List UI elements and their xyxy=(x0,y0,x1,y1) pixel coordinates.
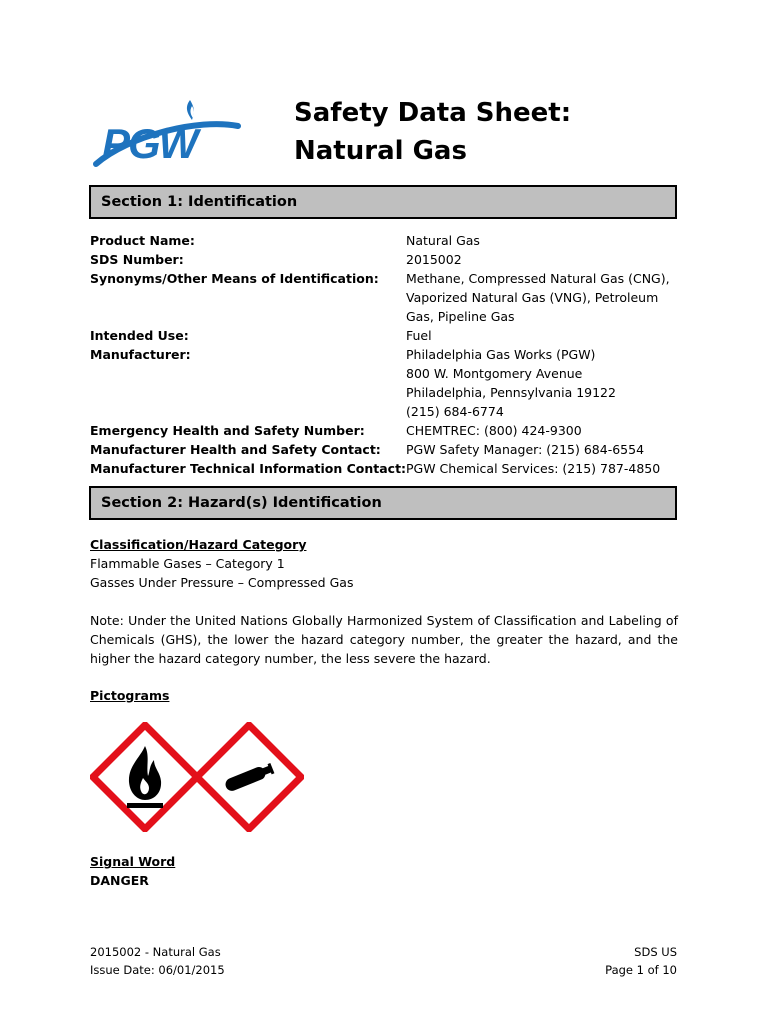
synonyms-value-line2: Vaporized Natural Gas (VNG), Petroleum xyxy=(406,290,659,305)
gas-cylinder-pictogram-icon xyxy=(194,722,304,832)
footer-sds-region: SDS US xyxy=(634,945,677,959)
signal-word-heading: Signal Word xyxy=(90,854,176,869)
pgw-logo xyxy=(88,92,248,172)
manufacturer-label: Manufacturer: xyxy=(90,347,191,362)
manufacturer-value-line2: 800 W. Montgomery Avenue xyxy=(406,366,583,381)
section2-heading: Section 2: Hazard(s) Identification xyxy=(89,486,677,520)
document-title-line2: Natural Gas xyxy=(294,136,467,166)
intended-use-label: Intended Use: xyxy=(90,328,189,343)
product-name-label: Product Name: xyxy=(90,233,195,248)
safety-contact-label: Manufacturer Health and Safety Contact: xyxy=(90,442,381,457)
technical-contact-value: PGW Chemical Services: (215) 787-4850 xyxy=(406,461,661,476)
manufacturer-value-line3: Philadelphia, Pennsylvania 19122 xyxy=(406,385,616,400)
footer-issue-date: Issue Date: 06/01/2015 xyxy=(90,963,225,977)
emergency-number-value: CHEMTREC: (800) 424-9300 xyxy=(406,423,582,438)
product-name-value: Natural Gas xyxy=(406,233,480,248)
sds-number-label: SDS Number: xyxy=(90,252,184,267)
pictograms-heading: Pictograms xyxy=(90,688,170,703)
signal-word-value: DANGER xyxy=(90,873,149,888)
classification-heading: Classification/Hazard Category xyxy=(90,537,307,552)
flame-pictogram-icon xyxy=(90,722,200,832)
intended-use-value: Fuel xyxy=(406,328,432,343)
ghs-note: Note: Under the United Nations Globally Harmonized System of Classification and Labeling of Chemicals (GHS), the lower the hazard category number, the greater the hazard, and the higher the hazard category number, the less severe the hazard. xyxy=(90,613,678,666)
document-title-line1: Safety Data Sheet: xyxy=(294,98,572,128)
safety-contact-value: PGW Safety Manager: (215) 684-6554 xyxy=(406,442,645,457)
emergency-number-label: Emergency Health and Safety Number: xyxy=(90,423,365,438)
classification-item-2: Gasses Under Pressure – Compressed Gas xyxy=(90,575,354,590)
manufacturer-value-line1: Philadelphia Gas Works (PGW) xyxy=(406,347,596,362)
synonyms-value-line1: Methane, Compressed Natural Gas (CNG), xyxy=(406,271,670,286)
synonyms-value-line3: Gas, Pipeline Gas xyxy=(406,309,515,324)
footer-page-number: Page 1 of 10 xyxy=(605,963,677,977)
classification-item-1: Flammable Gases – Category 1 xyxy=(90,556,285,571)
logo-text: PGW xyxy=(102,120,197,167)
sds-number-value: 2015002 xyxy=(406,252,462,267)
synonyms-label: Synonyms/Other Means of Identification: xyxy=(90,271,379,286)
section1-heading: Section 1: Identification xyxy=(89,185,677,219)
footer-document-id: 2015002 - Natural Gas xyxy=(90,945,221,959)
technical-contact-label: Manufacturer Technical Information Contact: xyxy=(90,461,407,476)
manufacturer-value-line4: (215) 684-6774 xyxy=(406,404,504,419)
